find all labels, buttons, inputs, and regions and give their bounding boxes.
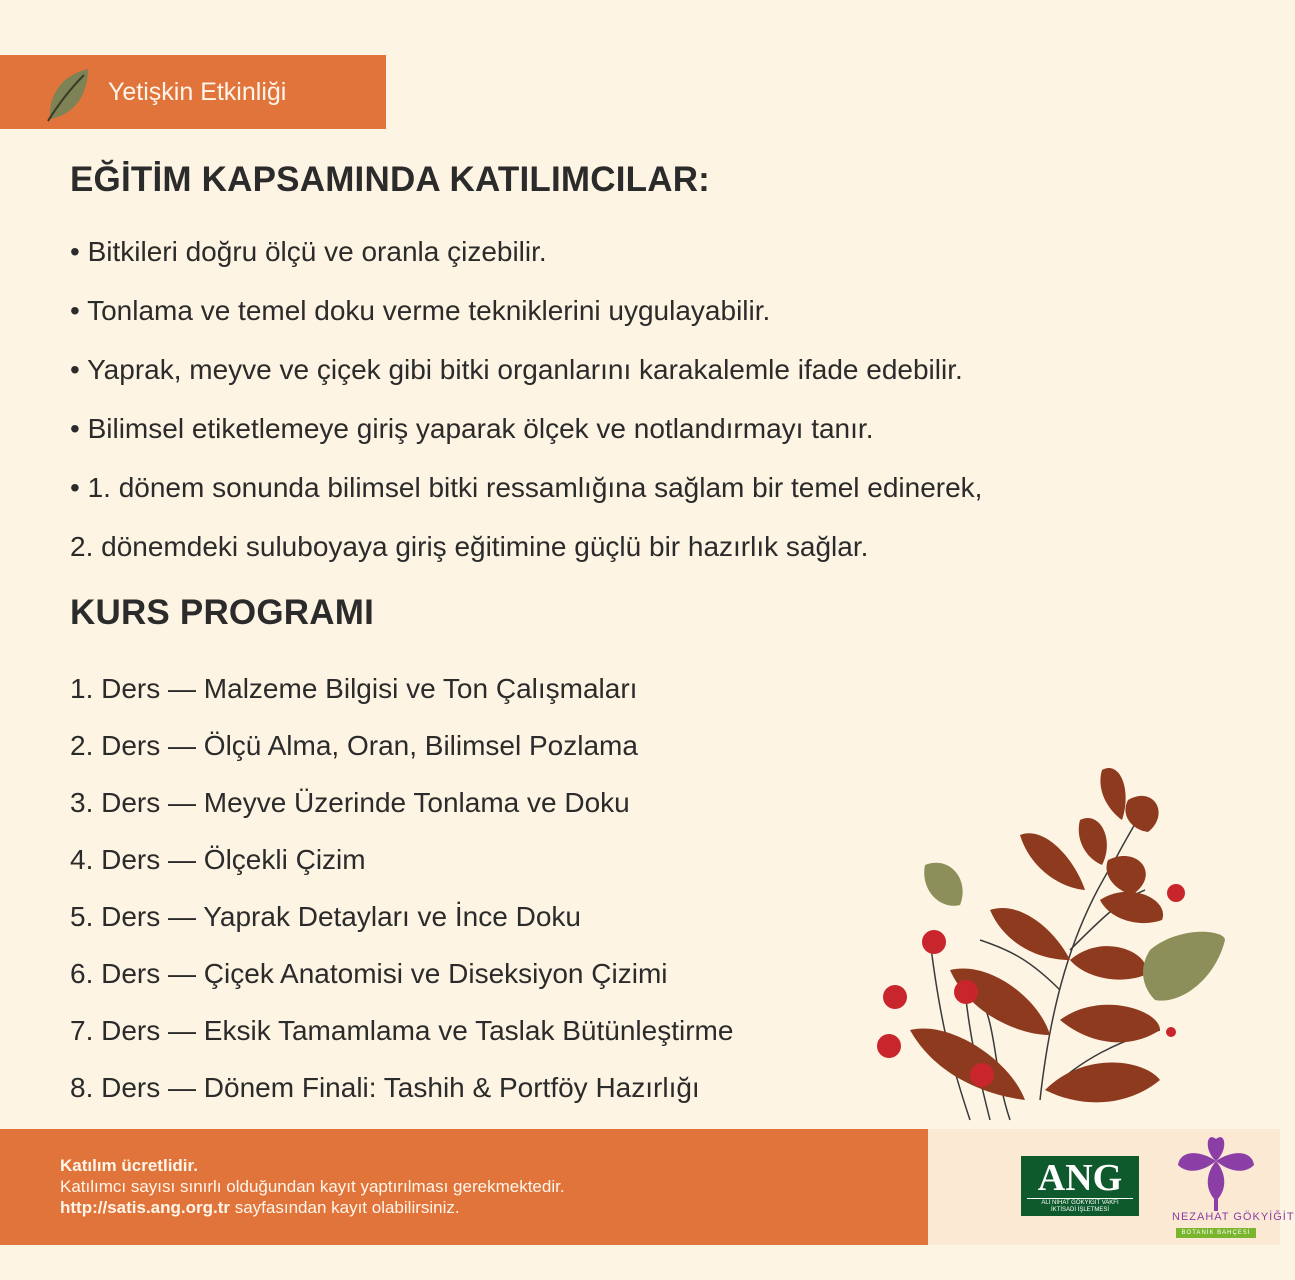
- outcomes-list: [70, 222, 1130, 576]
- footer: [0, 1129, 1295, 1245]
- outcome-item: 2. dönemdeki suluboyaya giriş eğitimine güçlü bir hazırlık sağlar.: [70, 531, 869, 562]
- footer-notes: [60, 1155, 565, 1218]
- program-item: 4. Ders — Ölçekli Çizim: [70, 844, 366, 875]
- program-item: 2. Ders — Ölçü Alma, Oran, Bilimsel Pozlama: [70, 730, 638, 761]
- program-item: 6. Ders — Çiçek Anatomisi ve Diseksiyon Çizimi: [70, 958, 668, 989]
- registration-link[interactable]: http://satis.ang.org.tr: [60, 1198, 230, 1217]
- plant-illustration-icon: [870, 760, 1250, 1130]
- outcomes-heading: EĞİTİM KAPSAMINDA KATILIMCILAR:: [70, 160, 711, 199]
- registration-note: sayfasından kayıt olabilirsiniz.: [230, 1198, 460, 1217]
- ang-logo: ANG ALİ NİHAT GÖKYİĞİT VAKFI İKTİSADİ İŞLETMESİ: [1021, 1156, 1139, 1216]
- program-list: [70, 660, 870, 1116]
- outcome-item: • Bitkileri doğru ölçü ve oranla çizebilir.: [70, 236, 547, 267]
- outcome-item: • Yaprak, meyve ve çiçek gibi bitki organlarını karakalemle ifade edebilir.: [70, 354, 963, 385]
- outcome-item: • Bilimsel etiketlemeye giriş yaparak ölçek ve notlandırmayı tanır.: [70, 413, 874, 444]
- program-item: 5. Ders — Yaprak Detayları ve İnce Doku: [70, 901, 581, 932]
- activity-tag: [0, 55, 386, 129]
- program-heading: KURS PROGRAMI: [70, 593, 374, 632]
- activity-tag-label: Yetişkin Etkinliği: [108, 78, 287, 106]
- outcome-item: • 1. dönem sonunda bilimsel bitki ressamlığına sağlam bir temel edinerek,: [70, 472, 983, 503]
- iris-icon: [1168, 1131, 1264, 1211]
- outcome-item: • Tonlama ve temel doku verme tekniklerini uygulayabilir.: [70, 295, 771, 326]
- footer-band: [0, 1129, 928, 1245]
- program-item: 7. Ders — Eksik Tamamlama ve Taslak Bütünleştirme: [70, 1015, 734, 1046]
- fee-note: Katılım ücretlidir.: [60, 1156, 198, 1175]
- program-item: 3. Ders — Meyve Üzerinde Tonlama ve Doku: [70, 787, 630, 818]
- leaf-icon: [44, 65, 92, 121]
- nezahat-gokyigit-logo: NEZAHAT GÖKYİĞİT BOTANİK BAHÇESİ: [1168, 1131, 1264, 1243]
- capacity-note: Katılımcı sayısı sınırlı olduğundan kayıt yaptırılması gerekmektedir.: [60, 1177, 565, 1196]
- program-item: 8. Ders — Dönem Finali: Tashih & Portföy Hazırlığı: [70, 1072, 700, 1103]
- program-item: 1. Ders — Malzeme Bilgisi ve Ton Çalışmaları: [70, 673, 638, 704]
